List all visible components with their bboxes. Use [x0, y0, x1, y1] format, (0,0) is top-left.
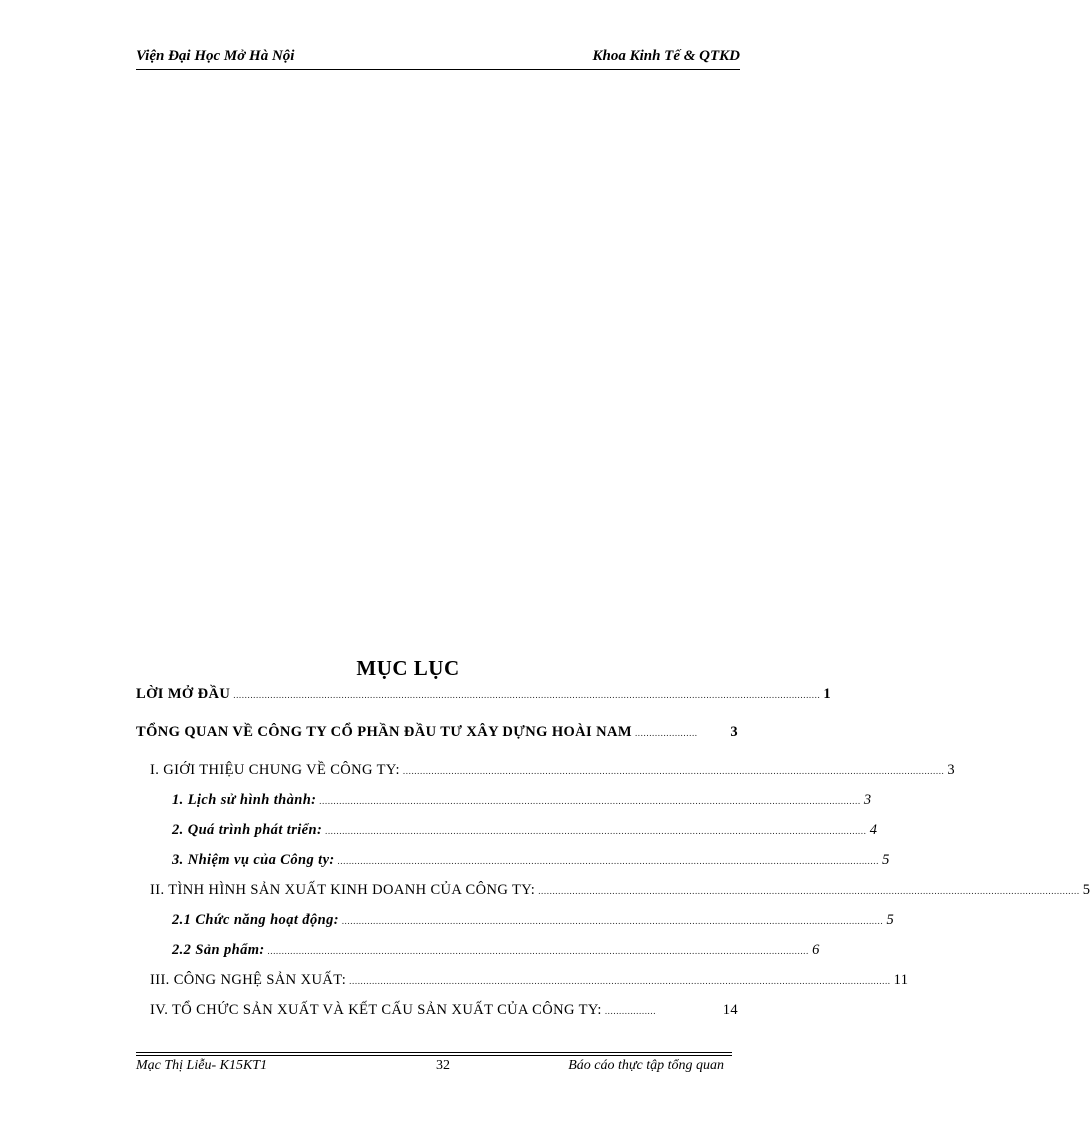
header-rule — [136, 69, 740, 70]
toc-leader-dots: .............................................................................................................................................................................................. — [402, 766, 945, 776]
toc-entry[interactable] — [150, 882, 1090, 899]
toc-leader-dots: .............................................................................................................................................................................................................. — [233, 690, 821, 700]
toc-entry-page: 5 — [1082, 882, 1090, 898]
toc-entry-label: III. CÔNG NGHỆ SẢN XUẤT: — [150, 972, 347, 988]
toc-entry-label: IV. TỔ CHỨC SẢN XUẤT VÀ KẾT CẤU SẢN XUẤT CỦA CÔNG TY: — [150, 1002, 602, 1018]
toc-entry[interactable] — [172, 942, 820, 959]
toc-entry-page: 3 — [863, 792, 872, 808]
footer-rule-thin — [136, 1055, 732, 1056]
toc-entry-page: 6 — [812, 942, 820, 958]
toc-leader-dots: .............................................................................................................................................................................................. — [341, 916, 884, 926]
footer-rule — [136, 1052, 732, 1053]
toc-entry-label: 2.1 Chức năng hoạt động: — [172, 912, 339, 928]
toc-entry-label: II. TÌNH HÌNH SẢN XUẤT KINH DOANH CỦA CÔNG TY: — [150, 882, 536, 898]
header-faculty: Khoa Kinh Tế & QTKD — [592, 48, 740, 64]
toc-leader-dots: .............................................................................................................................................................................................. — [319, 796, 861, 806]
toc-entry[interactable] — [150, 1002, 738, 1019]
toc-entry[interactable] — [150, 762, 956, 779]
toc-leader-dots: .................. — [604, 1006, 657, 1016]
footer-author: Mạc Thị Liễu- K15KT1 — [136, 1058, 268, 1073]
footer-page-number: 32 — [436, 1058, 450, 1073]
toc-entry-label: TỔNG QUAN VỀ CÔNG TY CỔ PHẦN ĐẦU TƯ XÂY DỰNG HOÀI NAM — [136, 724, 632, 740]
toc-leader-dots: .............................................................................................................................................................................................. — [337, 856, 880, 866]
toc-entry-page: 3 — [947, 762, 956, 778]
toc-entry[interactable] — [150, 972, 909, 989]
toc-entry-page: 3 — [730, 724, 738, 740]
toc-entry[interactable] — [172, 792, 872, 809]
toc-entry-label: 3. Nhiệm vụ của Công ty: — [172, 852, 335, 868]
toc-leader-dots: .............................................................................................................................................................................................. — [538, 886, 1080, 896]
toc-entry-page: 11 — [893, 972, 909, 988]
header-institution: Viện Đại Học Mở Hà Nội — [136, 48, 295, 64]
toc-leader-dots: .............................................................................................................................................................................................. — [267, 946, 810, 956]
toc-entry-label: LỜI MỞ ĐẦU — [136, 686, 231, 702]
toc-entry-label: 1. Lịch sử hình thành: — [172, 792, 317, 808]
footer-report-title: Báo cáo thực tập tổng quan — [568, 1058, 724, 1073]
toc-entry-page: 4 — [869, 822, 878, 838]
toc-entry[interactable] — [172, 912, 895, 929]
toc-entry[interactable] — [136, 686, 831, 703]
toc-leader-dots: .............................................................................................................................................................................................. — [325, 826, 867, 836]
toc-title: MỤC LỤC — [356, 656, 460, 680]
toc-entry-page: 1 — [823, 686, 831, 702]
toc-entry-page: 14 — [722, 1002, 738, 1018]
toc-entry-label: I. GIỚI THIỆU CHUNG VỀ CÔNG TY: — [150, 762, 400, 778]
toc-entry-page: 5 — [886, 912, 895, 928]
toc-entry[interactable] — [172, 852, 890, 869]
toc-leader-dots: .............................................................................................................................................................................................. — [349, 976, 891, 986]
toc-entry[interactable] — [172, 822, 878, 839]
toc-entry[interactable] — [136, 724, 738, 741]
toc-entry-page: 5 — [882, 852, 890, 868]
page-header — [136, 48, 740, 67]
toc-entry-label: 2.2 Sản phẩm: — [172, 942, 265, 958]
toc-entry-label: 2. Quá trình phát triển: — [172, 822, 323, 838]
toc-leader-dots: ...................... — [634, 728, 698, 738]
